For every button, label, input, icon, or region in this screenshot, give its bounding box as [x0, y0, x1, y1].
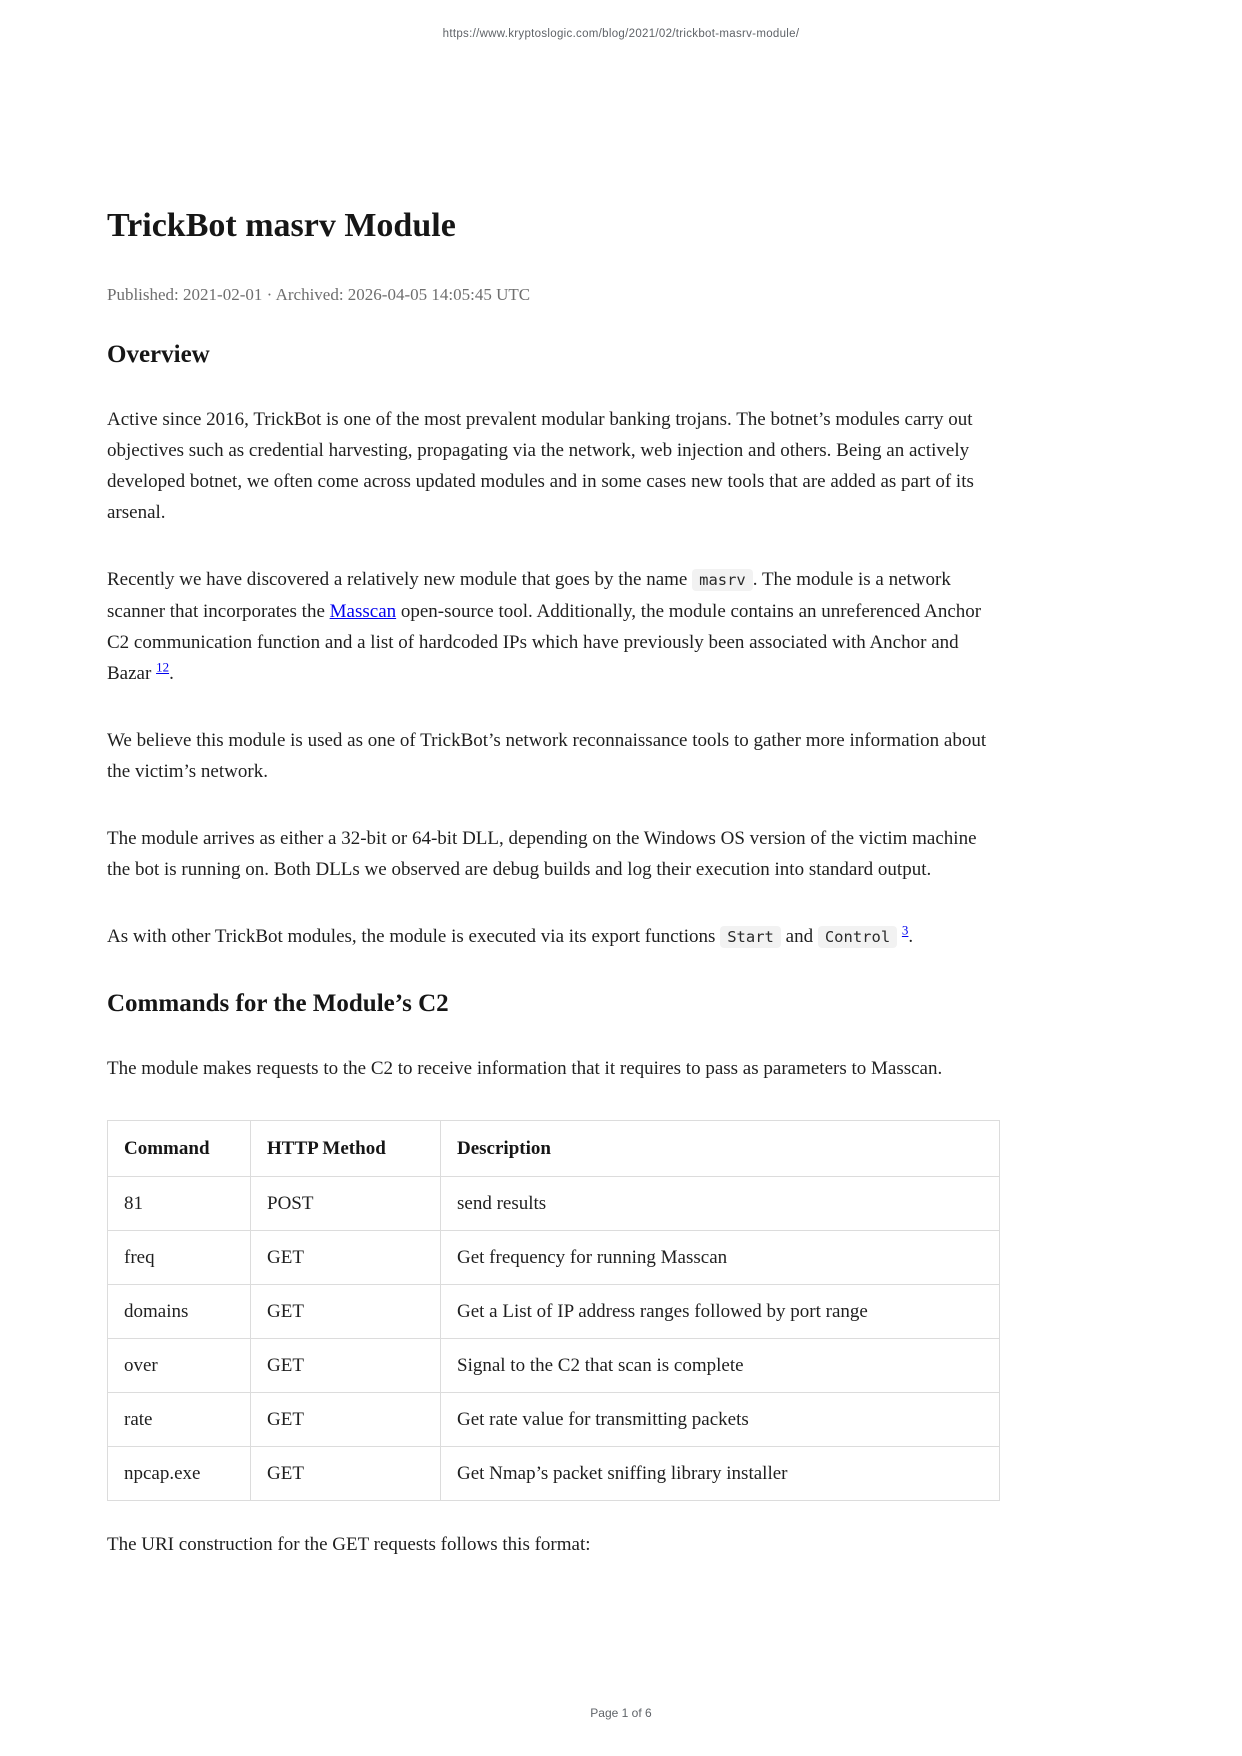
cell-description: Get rate value for transmitting packets: [441, 1393, 1000, 1447]
page-number-footer: Page 1 of 6: [590, 1706, 652, 1720]
text-run: . The module is a network scanner that incorporates the: [107, 569, 951, 622]
text-run: .: [169, 663, 174, 684]
table-header-row: [108, 1121, 1000, 1177]
paragraph-module-discovery: [107, 564, 1000, 689]
footnote-link-12[interactable]: 12: [156, 659, 170, 675]
text-run: As with other TrickBot modules, the module is executed via its export functions: [107, 926, 721, 947]
cell-http-method: POST: [251, 1177, 441, 1231]
paragraph-intro: Active since 2016, TrickBot is one of the most prevalent modular banking trojans. The botnet’s modules carry out objectives such as credential harvesting, propagating via the network, web injection and others. Being an actively developed botnet, we often come across updated modules and in some cases new tools that are added as part of its arsenal.: [107, 409, 974, 523]
inline-code-masrv: masrv: [692, 569, 753, 591]
paragraph-uri-format: The URI construction for the GET requests follows this format:: [107, 1534, 591, 1555]
cell-command: npcap.exe: [108, 1447, 251, 1501]
paragraph-recon: We believe this module is used as one of TrickBot’s network reconnaissance tools to gather more information about the victim’s network.: [107, 730, 987, 782]
text-run: and: [780, 926, 818, 947]
cell-command: rate: [108, 1393, 251, 1447]
cell-http-method: GET: [251, 1339, 441, 1393]
inline-code-control: Control: [818, 926, 897, 948]
footnote-link-3[interactable]: 3: [901, 922, 909, 938]
cell-description: Signal to the C2 that scan is complete: [441, 1339, 1000, 1393]
table-row: [108, 1285, 1000, 1339]
text-run: Recently we have discovered a relatively new module that goes by the name: [107, 569, 693, 590]
commands-table: [107, 1120, 1000, 1501]
paragraph-exports: [107, 921, 1000, 953]
footnote-sup: [156, 660, 169, 675]
text-run: open-source tool. Additionally, the module contains an unreferenced Anchor C2 communication function and a list of hardcoded IPs which have previously been associated with Anchor and Bazar: [107, 601, 982, 684]
cell-http-method: GET: [251, 1285, 441, 1339]
print-url-header: https://www.kryptoslogic.com/blog/2021/02/trickbot-masrv-module/: [442, 28, 800, 40]
masscan-link[interactable]: Masscan: [329, 601, 397, 622]
cell-http-method: GET: [251, 1393, 441, 1447]
cell-http-method: GET: [251, 1231, 441, 1285]
inline-code-start: Start: [720, 926, 781, 948]
paragraph-dll: The module arrives as either a 32-bit or 64-bit DLL, depending on the Windows OS version of the victim machine the bot is running on. Both DLLs we observed are debug builds and log their execution into standard output.: [107, 828, 977, 880]
cell-description: Get Nmap’s packet sniffing library installer: [441, 1447, 1000, 1501]
paragraph-table-intro: The module makes requests to the C2 to receive information that it requires to pass as parameters to Masscan.: [107, 1058, 943, 1079]
table-row: [108, 1177, 1000, 1231]
cell-command: over: [108, 1339, 251, 1393]
cell-command: 81: [108, 1177, 251, 1231]
table-row: [108, 1393, 1000, 1447]
column-header-http-method: HTTP Method: [251, 1121, 441, 1177]
table-row: [108, 1447, 1000, 1501]
section-heading-overview: Overview: [107, 341, 210, 368]
article: [107, 0, 1000, 1560]
cell-description: Get frequency for running Masscan: [441, 1231, 1000, 1285]
table-row: [108, 1231, 1000, 1285]
cell-description: send results: [441, 1177, 1000, 1231]
article-meta: Published: 2021-02-01 · Archived: 2026-04-05 14:05:45 UTC: [107, 285, 531, 304]
table-row: [108, 1339, 1000, 1393]
page-title: TrickBot masrv Module: [107, 207, 456, 244]
cell-description: Get a List of IP address ranges followed by port range: [441, 1285, 1000, 1339]
column-header-command: Command: [108, 1121, 251, 1177]
cell-command: freq: [108, 1231, 251, 1285]
cell-http-method: GET: [251, 1447, 441, 1501]
text-run: .: [908, 926, 914, 947]
cell-command: domains: [108, 1285, 251, 1339]
section-heading-commands: Commands for the Module’s C2: [107, 990, 449, 1017]
column-header-description: Description: [441, 1121, 1000, 1177]
